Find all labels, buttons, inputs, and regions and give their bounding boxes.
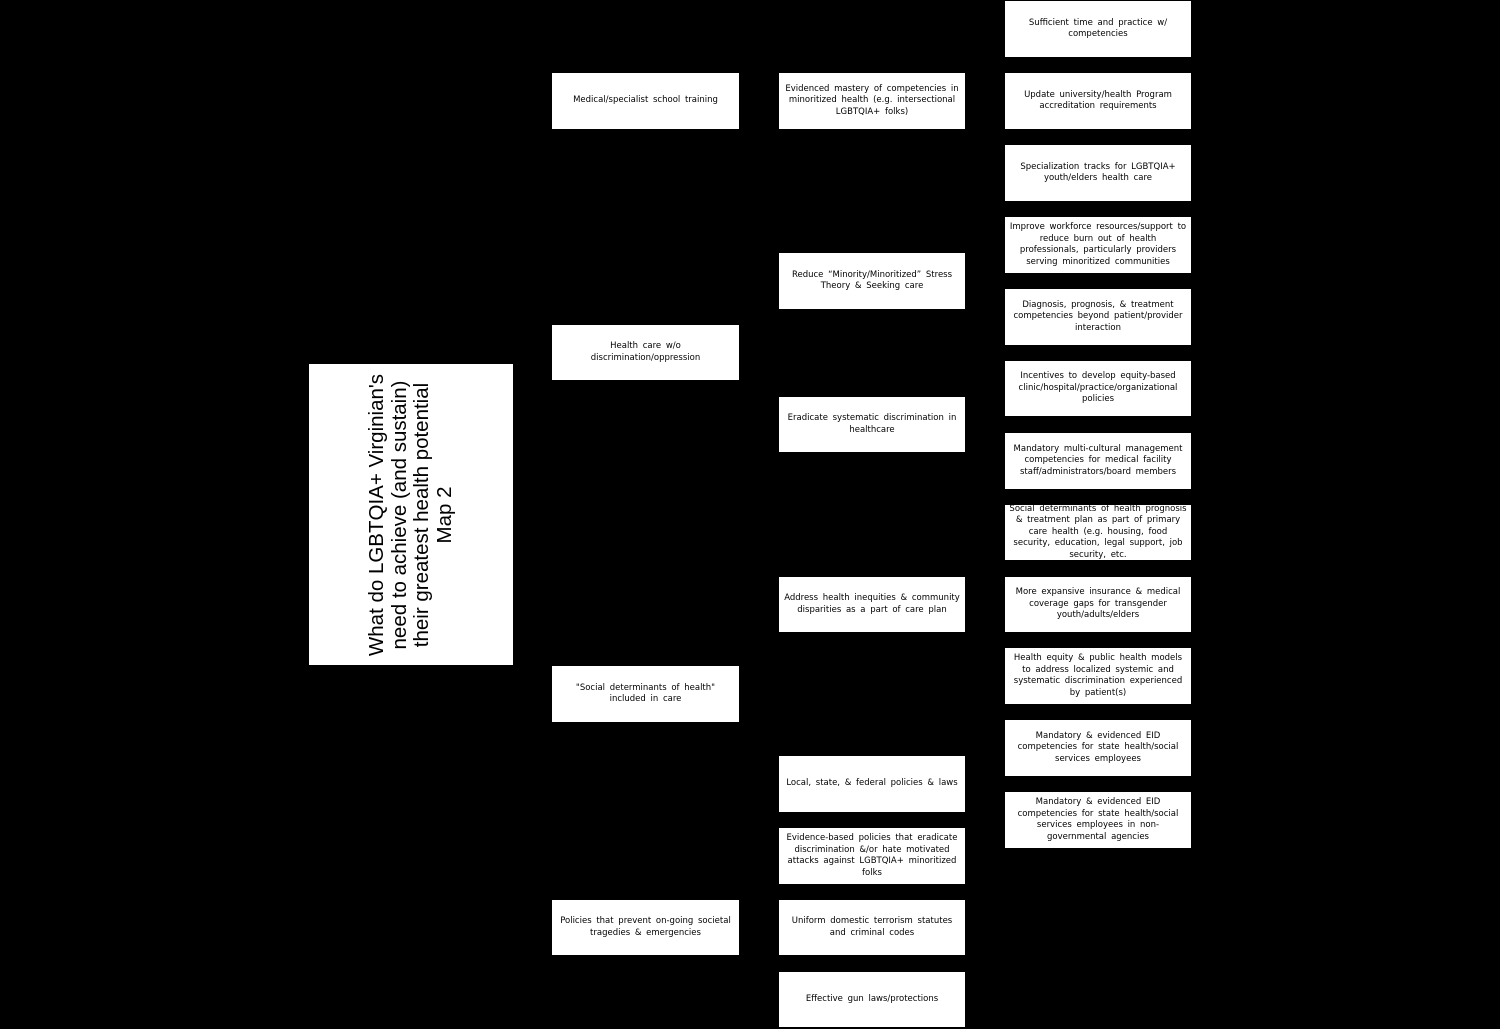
root-line-2: need to achieve (and sustain) <box>387 380 411 649</box>
node-l2-local-state-federal: Local, state, & federal policies & laws <box>779 756 965 812</box>
root-title <box>366 364 456 665</box>
node-l2-eradicate-discrimination: Eradicate systematic discrimination in healthcare <box>779 397 965 452</box>
node-l3-diagnosis-competencies: Diagnosis, prognosis, & treatment competencies beyond patient/provider interaction <box>1005 289 1191 345</box>
node-l2-reduce-minority-stress: Reduce “Minority/Minoritized” Stress Theory & Seeking care <box>779 253 965 309</box>
node-l2-domestic-terrorism: Uniform domestic terrorism statutes and criminal codes <box>779 900 965 955</box>
node-l2-gun-laws: Effective gun laws/protections <box>779 972 965 1027</box>
node-l3-insurance-coverage: More expansive insurance & medical coverage gaps for transgender youth/adults/elders <box>1005 577 1191 632</box>
node-l3-equity-incentives: Incentives to develop equity-based clinic/hospital/practice/organizational policies <box>1005 361 1191 416</box>
node-l3-workforce-resources: Improve workforce resources/support to reduce burn out of health professionals, particularly providers serving minoritized communities <box>1005 217 1191 273</box>
root-line-3: their greatest health potential <box>410 382 433 647</box>
node-l3-eid-ngo-employees: Mandatory & evidenced EID competencies for state health/social services employees in non-governmental agencies <box>1005 792 1191 848</box>
root-line-1: What do LGBTQIA+ Virginian's <box>365 373 388 656</box>
node-l3-health-equity-models: Health equity & public health models to address localized systemic and systematic discrimination experienced by patient(s) <box>1005 648 1191 704</box>
node-l3-update-accreditation: Update university/health Program accreditation requirements <box>1005 73 1191 129</box>
node-l3-multicultural-management: Mandatory multi-cultural management competencies for medical facility staff/administrators/board members <box>1005 433 1191 489</box>
node-l1-health-care-no-discrimination: Health care w/o discrimination/oppression <box>552 325 739 380</box>
node-l1-medical-training: Medical/specialist school training <box>552 73 739 129</box>
node-l1-social-determinants: "Social determinants of health" included in care <box>552 666 739 722</box>
node-l3-specialization-tracks: Specialization tracks for LGBTQIA+ youth/elders health care <box>1005 145 1191 201</box>
node-l3-social-determinants-plan: Social determinants of health prognosis & treatment plan as part of primary care health (e.g. housing, food security, education, legal support, job security, etc. <box>1005 505 1191 560</box>
node-l2-evidence-based-policies: Evidence-based policies that eradicate discrimination &/or hate motivated attacks against LGBTQIA+ minoritized folks <box>779 828 965 884</box>
node-l3-sufficient-time: Sufficient time and practice w/ competencies <box>1005 1 1191 57</box>
node-l3-eid-state-employees: Mandatory & evidenced EID competencies for state health/social services employees <box>1005 720 1191 776</box>
node-l2-evidenced-mastery: Evidenced mastery of competencies in minoritized health (e.g. intersectional LGBTQIA+ folks) <box>779 73 965 129</box>
node-l1-policies: Policies that prevent on-going societal tragedies & emergencies <box>552 900 739 955</box>
root-node <box>309 364 513 665</box>
root-map-label: Map 2 <box>432 486 456 543</box>
node-l2-address-inequities: Address health inequities & community disparities as a part of care plan <box>779 577 965 632</box>
